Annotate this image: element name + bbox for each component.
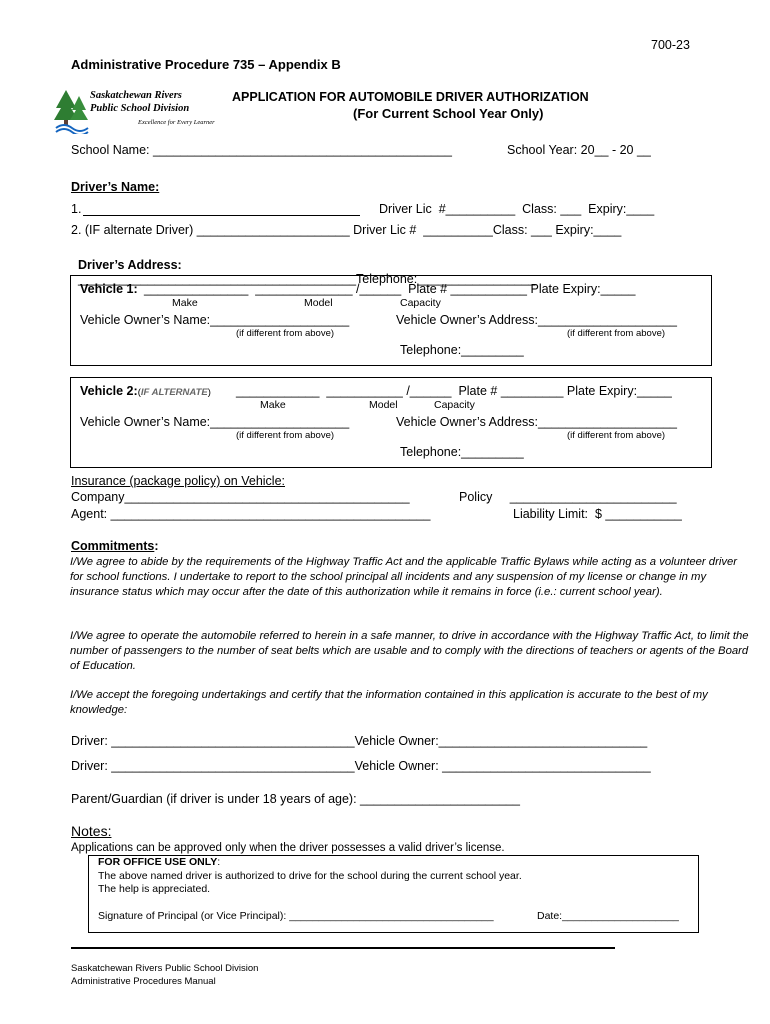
notes-heading: Notes: — [71, 823, 112, 839]
commitments-heading: Commitments — [71, 539, 155, 553]
commitment-paragraph-1: I/We agree to abide by the requirements of the Highway Traffic Act and the applicable Traffic Bylaws while acting as a volunteer driver for school functions. I undertake to report to the school principal all incidents and any suspension of my license or change in my insurance status which may occur after the date of this authorization while it remains in force (i.e.: current school year). — [70, 556, 738, 598]
vehicle2-telephone-field[interactable]: Telephone:_________ — [400, 445, 524, 459]
vehicle2-owner-address-note: (if different from above) — [567, 430, 666, 441]
document-number: 700-23 — [651, 38, 690, 52]
drivers-name-heading: Driver’s Name: — [71, 180, 160, 194]
guardian-signature-field[interactable]: Parent/Guardian (if driver is under 18 years of age): _______________________ — [71, 792, 520, 806]
school-division-logo — [52, 86, 227, 134]
insurance-heading: Insurance (package policy) on Vehicle: — [71, 474, 286, 488]
vehicle1-details-field[interactable]: _______________ ______________ /______ Plate # ___________ Plate Expiry:_____ — [144, 282, 636, 296]
logo-tagline: Excellence for Every Learner — [138, 119, 215, 126]
vehicle1-owner-address-field[interactable]: Vehicle Owner’s Address:____________________ — [396, 313, 678, 327]
driver1-label: 1. — [71, 202, 82, 216]
vehicle2-capacity-label: Capacity — [434, 399, 475, 411]
principal-signature-field[interactable]: Signature of Principal (or Vice Principal): ___________________________________ — [98, 910, 494, 922]
vehicle2-owner-name-field[interactable]: Vehicle Owner’s Name:____________________ — [80, 415, 350, 429]
office-use-line2: The help is appreciated. — [98, 883, 211, 895]
drivers-address-label: Driver’s Address: — [77, 258, 182, 272]
vehicle2-make-label: Make — [260, 399, 286, 411]
vehicle2-owner-address-field[interactable]: Vehicle Owner’s Address:____________________ — [396, 415, 678, 429]
logo-line1: Saskatchewan Rivers — [90, 90, 182, 101]
office-use-heading-row: FOR OFFICE USE ONLY: — [98, 856, 221, 868]
school-year-field[interactable]: School Year: 20__ - 20 __ — [507, 143, 651, 157]
commitments-heading-row: Commitments: — [71, 539, 159, 553]
form-subtitle: (For Current School Year Only) — [353, 106, 544, 121]
vehicle1-label: Vehicle 1: — [80, 282, 138, 296]
driver1-name-field[interactable] — [83, 215, 360, 216]
office-use-line1: The above named driver is authorized to drive for the school during the current school year. — [98, 870, 522, 882]
vehicle1-model-label: Model — [304, 297, 333, 309]
logo-line2: Public School Division — [90, 103, 190, 114]
vehicle1-owner-name-field[interactable]: Vehicle Owner’s Name:____________________ — [80, 313, 350, 327]
footer-line1: Saskatchewan Rivers Public School Division — [71, 963, 259, 974]
insurance-agent-field[interactable]: Agent: ______________________________________________ — [71, 507, 431, 521]
vehicle2-details-field[interactable]: ____________ ___________ /______ Plate # _________ Plate Expiry:_____ — [236, 384, 672, 398]
vehicle2-model-label: Model — [369, 399, 398, 411]
vehicle1-capacity-label: Capacity — [400, 297, 441, 309]
commitment-paragraph-2: I/We agree to operate the automobile referred to herein in a safe manner, to drive in accordance with the Highway Traffic Act, to limit the number of passengers to the number of seat belts which are usable and to comply with the directions of teachers or agents of the Board of Education. — [70, 630, 749, 672]
footer-divider — [71, 947, 615, 949]
vehicle1-telephone-field[interactable]: Telephone:_________ — [400, 343, 524, 357]
vehicle1-owner-address-note: (if different from above) — [567, 328, 666, 339]
footer-line2: Administrative Procedures Manual — [71, 976, 216, 987]
vehicle2-alternate-tag: IF ALTERNATE — [140, 387, 208, 398]
office-use-heading: FOR OFFICE USE ONLY — [98, 856, 218, 868]
vehicle1-make-label: Make — [172, 297, 198, 309]
driver2-field[interactable]: 2. (IF alternate Driver) ______________________ Driver Lic # __________Class: ___ Expiry:____ — [71, 223, 622, 237]
signature-row-2[interactable]: Driver: ___________________________________Vehicle Owner: ______________________________ — [71, 759, 651, 773]
signature-row-1[interactable]: Driver: ___________________________________Vehicle Owner:______________________________ — [71, 734, 648, 748]
insurance-policy-field[interactable]: Policy ________________________ — [459, 490, 677, 504]
vehicle1-owner-name-note: (if different from above) — [236, 328, 335, 339]
commitment-paragraph-3: I/We accept the foregoing undertakings and certify that the information contained in this application is accurate to the best of my knowledge: — [70, 689, 708, 716]
drivers-address-field[interactable]: ________________________________________Telephone:_________________ — [77, 272, 536, 286]
driver1-license-field[interactable]: Driver Lic #__________ Class: ___ Expiry:____ — [379, 202, 655, 216]
vehicle2-label: Vehicle 2: — [80, 384, 138, 398]
notes-text: Applications can be approved only when the driver possesses a valid driver’s license. — [71, 842, 505, 854]
school-name-field[interactable]: School Name: ___________________________________________ — [71, 143, 452, 157]
insurance-company-field[interactable]: Company_________________________________________ — [71, 490, 410, 504]
vehicle2-label-row: Vehicle 2:(IF ALTERNATE) — [80, 384, 211, 398]
liability-limit-field[interactable]: Liability Limit: $ ___________ — [513, 507, 682, 521]
tree-icon — [52, 86, 92, 134]
form-title: APPLICATION FOR AUTOMOBILE DRIVER AUTHORIZATION — [232, 90, 589, 104]
procedure-title: Administrative Procedure 735 – Appendix B — [71, 57, 341, 72]
office-date-field[interactable]: Date:____________________ — [537, 910, 679, 922]
vehicle2-owner-name-note: (if different from above) — [236, 430, 335, 441]
